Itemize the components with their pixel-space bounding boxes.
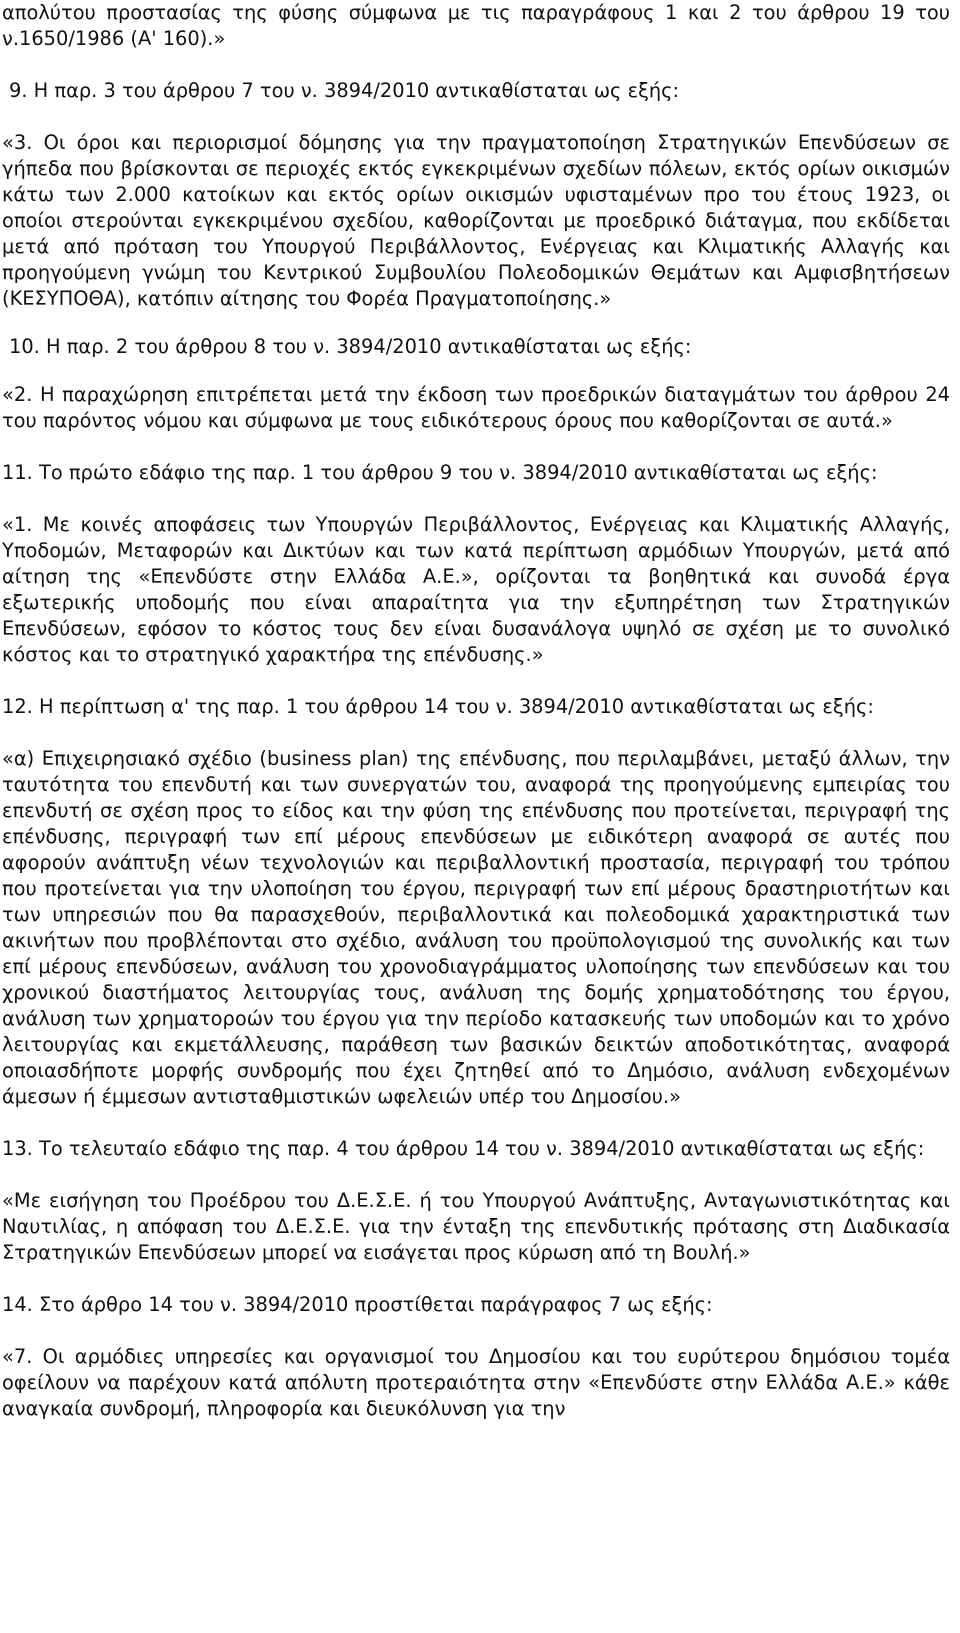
- item-12-text: «α) Επιχειρησιακό σχέδιο (business plan) της επένδυσης, που περιλαμβάνει, μεταξύ άλλων, την ταυτότητα του επενδυτή και των συνεργατών του, αναφορά της προηγούμενης εμπειρίας του επενδυτή σε σχέση προς το είδος και την φύση της επένδυσης που προτείνεται, περιγραφή της επένδυσης, περιγραφή των επί μέρους επενδύσεων με ειδικότερη αναφορά σε αυτές που αφορούν ανάπτυξη νέων τεχνολογιών και περιβαλλοντική προστασία, περιγραφή του τρόπου που προτείνεται για την υλοποίηση του έργου, περιγραφή των επί μέρους δραστηριοτήτων και των υπηρεσιών που θα παρασχεθούν, περιβαλλοντικά και πολεοδομικά χαρακτηριστικά των ακινήτων που προβλέπονται στο σχέδιο, ανάλυση του προϋπολογισμού της συνολικής και των επί μέρους επενδύσεων, ανάλυση του χρονοδιαγράμματος υλοποίησης των επενδύσεων και του χρονικού διαστήματος λειτουργίας τους, ανάλυση της δομής χρηματοδότησης του έργου, ανάλυση των χρηματοροών του έργου για την περίοδο κατασκευής των υποδομών και το χρόνο λειτουργίας και εκμετάλλευσης, παράθεση των βασικών δεικτών αποδοτικότητας, αναφορά οποιασδήποτε μορφής συνδρομής που έχει ζητηθεί από το Δημόσιο, ανάλυση ενδεχομένων άμεσων ή έμμεσων αντισταθμιστικών ωφελειών υπέρ του Δημοσίου.»: [2, 747, 950, 1108]
- item-9-heading: 9. Η παρ. 3 του άρθρου 7 του ν. 3894/2010 αντικαθίσταται ως εξής:: [9, 79, 680, 102]
- item-14-text: «7. Οι αρμόδιες υπηρεσίες και οργανισμοί του Δημοσίου και του ευρύτερου δημόσιου τομέα οφείλουν να παρέχουν κατά απόλυτη προτεραιότητα στην «Επενδύστε στην Ελλάδα Α.Ε.» κάθε αναγκαία συνδρομή, πληροφορία και διευκόλυνση για την: [2, 1345, 950, 1420]
- item-12-heading: 12. Η περίπτωση α' της παρ. 1 του άρθρου 14 του ν. 3894/2010 αντικαθίσταται ως εξής:: [2, 695, 874, 718]
- item-14-heading: 14. Στο άρθρο 14 του ν. 3894/2010 προστίθεται παράγραφος 7 ως εξής:: [2, 1293, 713, 1316]
- item-13-heading: 13. Το τελευταίο εδάφιο της παρ. 4 του άρθρου 14 του ν. 3894/2010 αντικαθίσταται ως εξής:: [2, 1137, 925, 1160]
- item-10-text: «2. Η παραχώρηση επιτρέπεται μετά την έκδοση των προεδρικών διαταγμάτων του άρθρου 24 του παρόντος νόμου και σύμφωνα με τους ειδικότερους όρους που καθορίζονται σε αυτά.»: [2, 383, 950, 432]
- item-13-text: «Με εισήγηση του Προέδρου του Δ.Ε.Σ.Ε. ή του Υπουργού Ανάπτυξης, Ανταγωνιστικότητας και Ναυτιλίας, η απόφαση του Δ.Ε.Σ.Ε. για την ένταξη της επενδυτικής πρότασης στη Διαδικασία Στρατηγικών Επενδύσεων μπορεί να εισάγεται προς κύρωση από τη Βουλή.»: [2, 1189, 950, 1264]
- paragraph-continuation: απολύτου προστασίας της φύσης σύμφωνα με τις παραγράφους 1 και 2 του άρθρου 19 του ν.1650/1986 (Α' 160).»: [2, 1, 950, 50]
- item-10-heading: 10. Η παρ. 2 του άρθρου 8 του ν. 3894/2010 αντικαθίσταται ως εξής:: [9, 335, 692, 358]
- item-11-text: «1. Με κοινές αποφάσεις των Υπουργών Περιβάλλοντος, Ενέργειας και Κλιματικής Αλλαγής, Υποδομών, Μεταφορών και Δικτύων και των κατά περίπτωση αρμόδιων Υπουργών, μετά από αίτηση της «Επενδύστε στην Ελλάδα Α.Ε.», ορίζονται τα βοηθητικά και συνοδά έργα εξωτερικής υποδομής που είναι απαραίτητα για την εξυπηρέτηση των Στρατηγικών Επενδύσεων, εφόσον το κόστος τους δεν είναι δυσανάλογα υψηλό σε σχέση με το συνολικό κόστος και το στρατηγικό χαρακτήρα της επένδυσης.»: [2, 513, 950, 666]
- item-9-text: «3. Οι όροι και περιορισμοί δόμησης για την πραγματοποίηση Στρατηγικών Επενδύσεων σε γήπεδα που βρίσκονται σε περιοχές εκτός εγκεκριμένων σχεδίων πόλεων, εκτός ορίων οικισμών κάτω των 2.000 κατοίκων και εκτός ορίων οικισμών υφισταμένων προ του έτους 1923, οι οποίοι στερούνται εγκεκριμένου σχεδίου, καθορίζονται με προεδρικό διάταγμα, που εκδίδεται μετά από πρόταση του Υπουργού Περιβάλλοντος, Ενέργειας και Κλιματικής Αλλαγής και προηγούμενη γνώμη του Κεντρικού Συμβουλίου Πολεοδομικών Θεμάτων και Αμφισβητήσεων (ΚΕΣΥΠΟΘΑ), κατόπιν αίτησης του Φορέα Πραγματοποίησης.»: [2, 131, 950, 310]
- item-11-heading: 11. Το πρώτο εδάφιο της παρ. 1 του άρθρου 9 του ν. 3894/2010 αντικαθίσταται ως εξής:: [2, 461, 878, 484]
